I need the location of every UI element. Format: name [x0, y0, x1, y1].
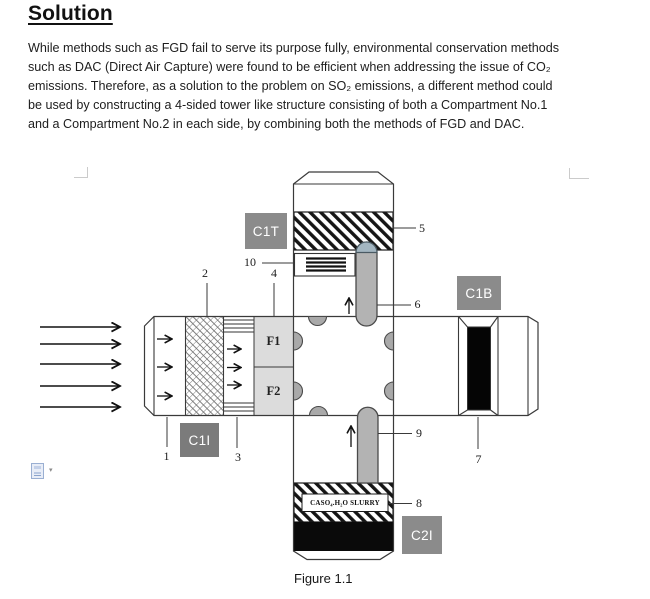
callout-7: 7	[475, 452, 482, 466]
right-black-panel	[468, 327, 491, 410]
filter-label-f2: F2	[266, 383, 281, 398]
dropdown-arrow-icon[interactable]: ▾	[49, 467, 53, 474]
paragraph-line: be used by constructing a 4-sided tower like structure consisting of both a Compartment No.1	[28, 98, 548, 113]
clipboard-paste-icon	[31, 463, 44, 479]
compartment-label-c1i: C1I	[180, 423, 219, 457]
paragraph-line: such as DAC (Direct Air Capture) were found to be efficient when addressing the issue of CO₂	[28, 60, 551, 75]
top-absorber-hatch-band	[294, 212, 393, 250]
page-title: Solution	[28, 2, 113, 25]
callout-1: 1	[163, 449, 170, 463]
compartment-label-c1b: C1B	[457, 276, 501, 310]
compartment-label-c2i: C2I	[402, 516, 442, 554]
lower-riser-tube	[358, 407, 379, 483]
paragraph-line: While methods such as FGD fail to serve its purpose fully, environmental conservation methods	[28, 41, 560, 55]
callout-9: 9	[416, 426, 422, 440]
filter-label-f1: F1	[266, 334, 281, 348]
bottom-black-band	[294, 522, 393, 551]
callout-4: 4	[271, 266, 277, 280]
paragraph-line: and a Compartment No.2 in each side, by combining both the methods of FGD and DAC.	[28, 117, 525, 132]
upper-riser-tube	[356, 242, 377, 326]
callout-2: 2	[202, 266, 208, 280]
callout-6: 6	[414, 297, 421, 311]
inlet-flow-arrows	[40, 327, 120, 407]
callout-8: 8	[416, 496, 422, 510]
callout-3: 3	[235, 450, 241, 464]
figure-caption: Figure 1.1	[294, 571, 353, 586]
slurry-label: CASO₄.H₂O SLURRY	[310, 499, 380, 507]
mesh-filter-band	[186, 317, 224, 416]
callout-10: 10	[244, 255, 256, 269]
paragraph-line: emissions. Therefore, as a solution to the problem on SO₂ emissions, a different method could	[28, 79, 553, 94]
vent-grille-box	[295, 254, 356, 277]
callout-5: 5	[419, 221, 425, 235]
paste-options-button[interactable]	[31, 463, 61, 483]
compartment-label-c1t: C1T	[245, 213, 287, 249]
